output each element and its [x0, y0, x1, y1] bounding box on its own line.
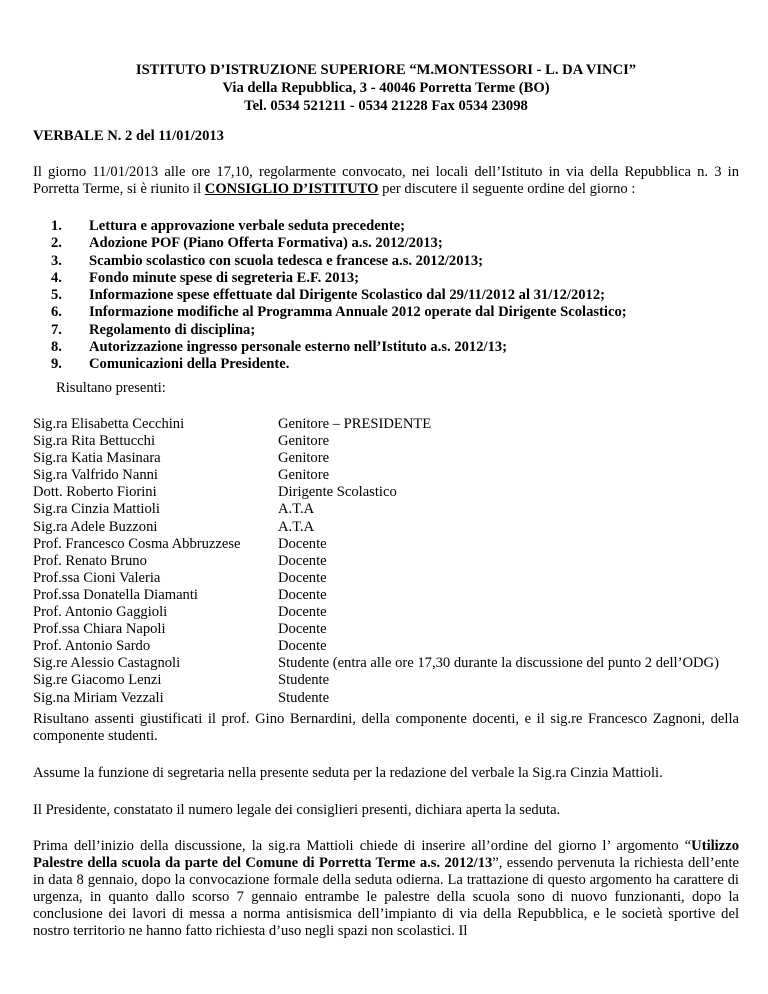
- agenda-text: Informazione modifiche al Programma Annuale 2012 operate dal Dirigente Scolastico;: [89, 304, 627, 321]
- agenda-number: 3.: [51, 252, 62, 269]
- intro-text-before: Il giorno 11/01/2013 alle ore 17,10, regolarmente convocato, nei locali dell’Istituto in via della Repubblica n. 3 in Porretta Terme, si è riunito il: [33, 164, 739, 197]
- member-name: Sig.ra Elisabetta Cecchini: [33, 416, 185, 432]
- verbale-title: VERBALE N. 2 del 11/01/2013: [33, 128, 224, 144]
- agenda-number: 7.: [51, 321, 62, 338]
- member-role: Dirigente Scolastico: [278, 484, 397, 501]
- member-row: [33, 433, 739, 450]
- member-role: A.T.A: [278, 518, 315, 535]
- agenda-text: Autorizzazione ingresso personale esterno nell’Istituto a.s. 2012/13;: [89, 339, 508, 356]
- member-role: Docente: [278, 621, 327, 638]
- apertura-paragraph: Il Presidente, constatato il numero legale dei consiglieri presenti, dichiara aperta la seduta.: [33, 802, 561, 818]
- school-name: ISTITUTO D’ISTRUZIONE SUPERIORE “M.MONTESSORI - L. DA VINCI”: [135, 62, 637, 78]
- member-name: Sig.ra Rita Bettucchi: [33, 433, 155, 450]
- member-role: A.T.A: [278, 501, 315, 518]
- member-role: Docente: [278, 535, 327, 552]
- agenda-number: 4.: [51, 269, 62, 286]
- member-row: [33, 690, 739, 707]
- agenda-list: [51, 218, 627, 374]
- member-role: Studente: [278, 672, 330, 689]
- agenda-number: 5.: [51, 287, 62, 304]
- member-name: Sig.ra Cinzia Mattioli: [33, 501, 160, 518]
- member-row: [33, 570, 739, 587]
- member-role: Genitore: [278, 450, 330, 467]
- member-row: [33, 621, 739, 638]
- agenda-text: Informazione spese effettuate dal Dirigente Scolastico dal 29/11/2012 al 31/12/2012;: [89, 287, 605, 304]
- member-name: Prof. Renato Bruno: [33, 552, 147, 569]
- member-role: Studente (entra alle ore 17,30 durante la discussione del punto 2 dell’ODG): [278, 655, 719, 672]
- member-name: Sig.re Alessio Castagnoli: [33, 655, 181, 672]
- richiesta-paragraph: [33, 838, 739, 940]
- member-name: Sig.ra Adele Buzzoni: [33, 518, 158, 535]
- agenda-text: Comunicazioni della Presidente.: [89, 356, 290, 373]
- agenda-number: 1.: [51, 218, 62, 234]
- agenda-number: 6.: [51, 304, 62, 321]
- member-role: Docente: [278, 552, 327, 569]
- richiesta-topic: Utilizzo Palestre della scuola da parte del Comune di Porretta Terme a.s. 2012/13: [33, 838, 739, 871]
- member-name: Sig.ra Katia Masinara: [33, 450, 161, 467]
- member-row: [33, 655, 739, 672]
- presenti-label: Risultano presenti:: [56, 380, 166, 396]
- agenda-item: [51, 253, 627, 270]
- member-row: [33, 587, 739, 604]
- agenda-item: [51, 304, 627, 321]
- member-role: Genitore: [278, 467, 330, 484]
- members-list: [33, 416, 739, 707]
- agenda-number: 2.: [51, 235, 62, 252]
- agenda-item: [51, 356, 627, 373]
- member-name: Sig.ra Valfrido Nanni: [33, 467, 158, 484]
- agenda-text: Scambio scolastico con scuola tedesca e francese a.s. 2012/2013;: [89, 252, 483, 269]
- member-name: Prof.ssa Donatella Diamanti: [33, 586, 198, 603]
- member-row: [33, 450, 739, 467]
- agenda-item: [51, 339, 627, 356]
- richiesta-text-before: Prima dell’inizio della discussione, la sig.ra Mattioli chiede di inserire all’ordine del giorno l’ argomento “: [33, 838, 692, 854]
- member-role: Docente: [278, 604, 327, 621]
- member-name: Prof. Antonio Sardo: [33, 638, 151, 655]
- segretaria-paragraph: Assume la funzione di segretaria nella presente seduta per la redazione del verbale la Sig.ra Cinzia Mattioli.: [33, 765, 663, 781]
- agenda-item: [51, 322, 627, 339]
- school-header: [33, 61, 739, 115]
- member-role: Docente: [278, 586, 327, 603]
- agenda-text: Adozione POF (Piano Offerta Formativa) a.s. 2012/2013;: [89, 235, 443, 252]
- school-contacts: Tel. 0534 521211 - 0534 21228 Fax 0534 23098: [244, 98, 528, 114]
- member-row: [33, 638, 739, 655]
- assenti-paragraph: Risultano assenti giustificati il prof. Gino Bernardini, della componente docenti, e il sig.re Francesco Zagnoni, della componente studenti.: [33, 711, 739, 744]
- agenda-item: [51, 270, 627, 287]
- school-address: Via della Repubblica, 3 - 40046 Porretta Terme (BO): [222, 80, 550, 96]
- member-row: [33, 501, 739, 518]
- member-row: [33, 519, 739, 536]
- agenda-number: 9.: [51, 356, 62, 373]
- member-role: Docente: [278, 638, 327, 655]
- member-role: Docente: [278, 569, 327, 586]
- intro-text-after: per discutere il seguente ordine del giorno :: [378, 181, 636, 197]
- member-row: [33, 672, 739, 689]
- intro-paragraph: [33, 164, 739, 198]
- richiesta-text-after: ”, essendo pervenuta la richiesta dell’ente in data 8 gennaio, dopo la convocazione formale della seduta odierna. La trattazione di questo argomento ha carattere di urgenza, in quanto dallo scorso 7 gennaio entrambe le palestre della scuola sono di nuovo funzionanti, dopo la conclusione dei lavori di messa a norma antisismica dell’impianto di via della Repubblica, e le società sportive del nostro territorio ne hanno fatto richiesta d’uso negli spazi non scolastici. Il: [33, 855, 739, 939]
- agenda-text: Fondo minute spese di segreteria E.F. 2013;: [89, 269, 359, 286]
- member-name: Sig.re Giacomo Lenzi: [33, 672, 162, 689]
- member-name: Prof. Antonio Gaggioli: [33, 604, 168, 621]
- member-row: [33, 536, 739, 553]
- member-name: Sig.na Miriam Vezzali: [33, 689, 164, 706]
- member-role: Genitore: [278, 433, 330, 450]
- member-row: [33, 553, 739, 570]
- member-role: Studente: [278, 689, 330, 706]
- member-name: Prof.ssa Chiara Napoli: [33, 621, 166, 638]
- agenda-item: [51, 235, 627, 252]
- member-name: Prof.ssa Cioni Valeria: [33, 569, 161, 586]
- member-row: [33, 467, 739, 484]
- member-name: Prof. Francesco Cosma Abbruzzese: [33, 535, 241, 552]
- agenda-text: Regolamento di disciplina;: [89, 321, 256, 338]
- member-row: [33, 484, 739, 501]
- council-name: CONSIGLIO D’ISTITUTO: [204, 181, 379, 197]
- member-role: Genitore – PRESIDENTE: [278, 416, 432, 432]
- agenda-text: Lettura e approvazione verbale seduta precedente;: [89, 218, 406, 234]
- agenda-item: [51, 218, 627, 235]
- agenda-number: 8.: [51, 339, 62, 356]
- member-name: Dott. Roberto Fiorini: [33, 484, 157, 501]
- agenda-item: [51, 287, 627, 304]
- member-row: [33, 604, 739, 621]
- member-row: [33, 416, 739, 433]
